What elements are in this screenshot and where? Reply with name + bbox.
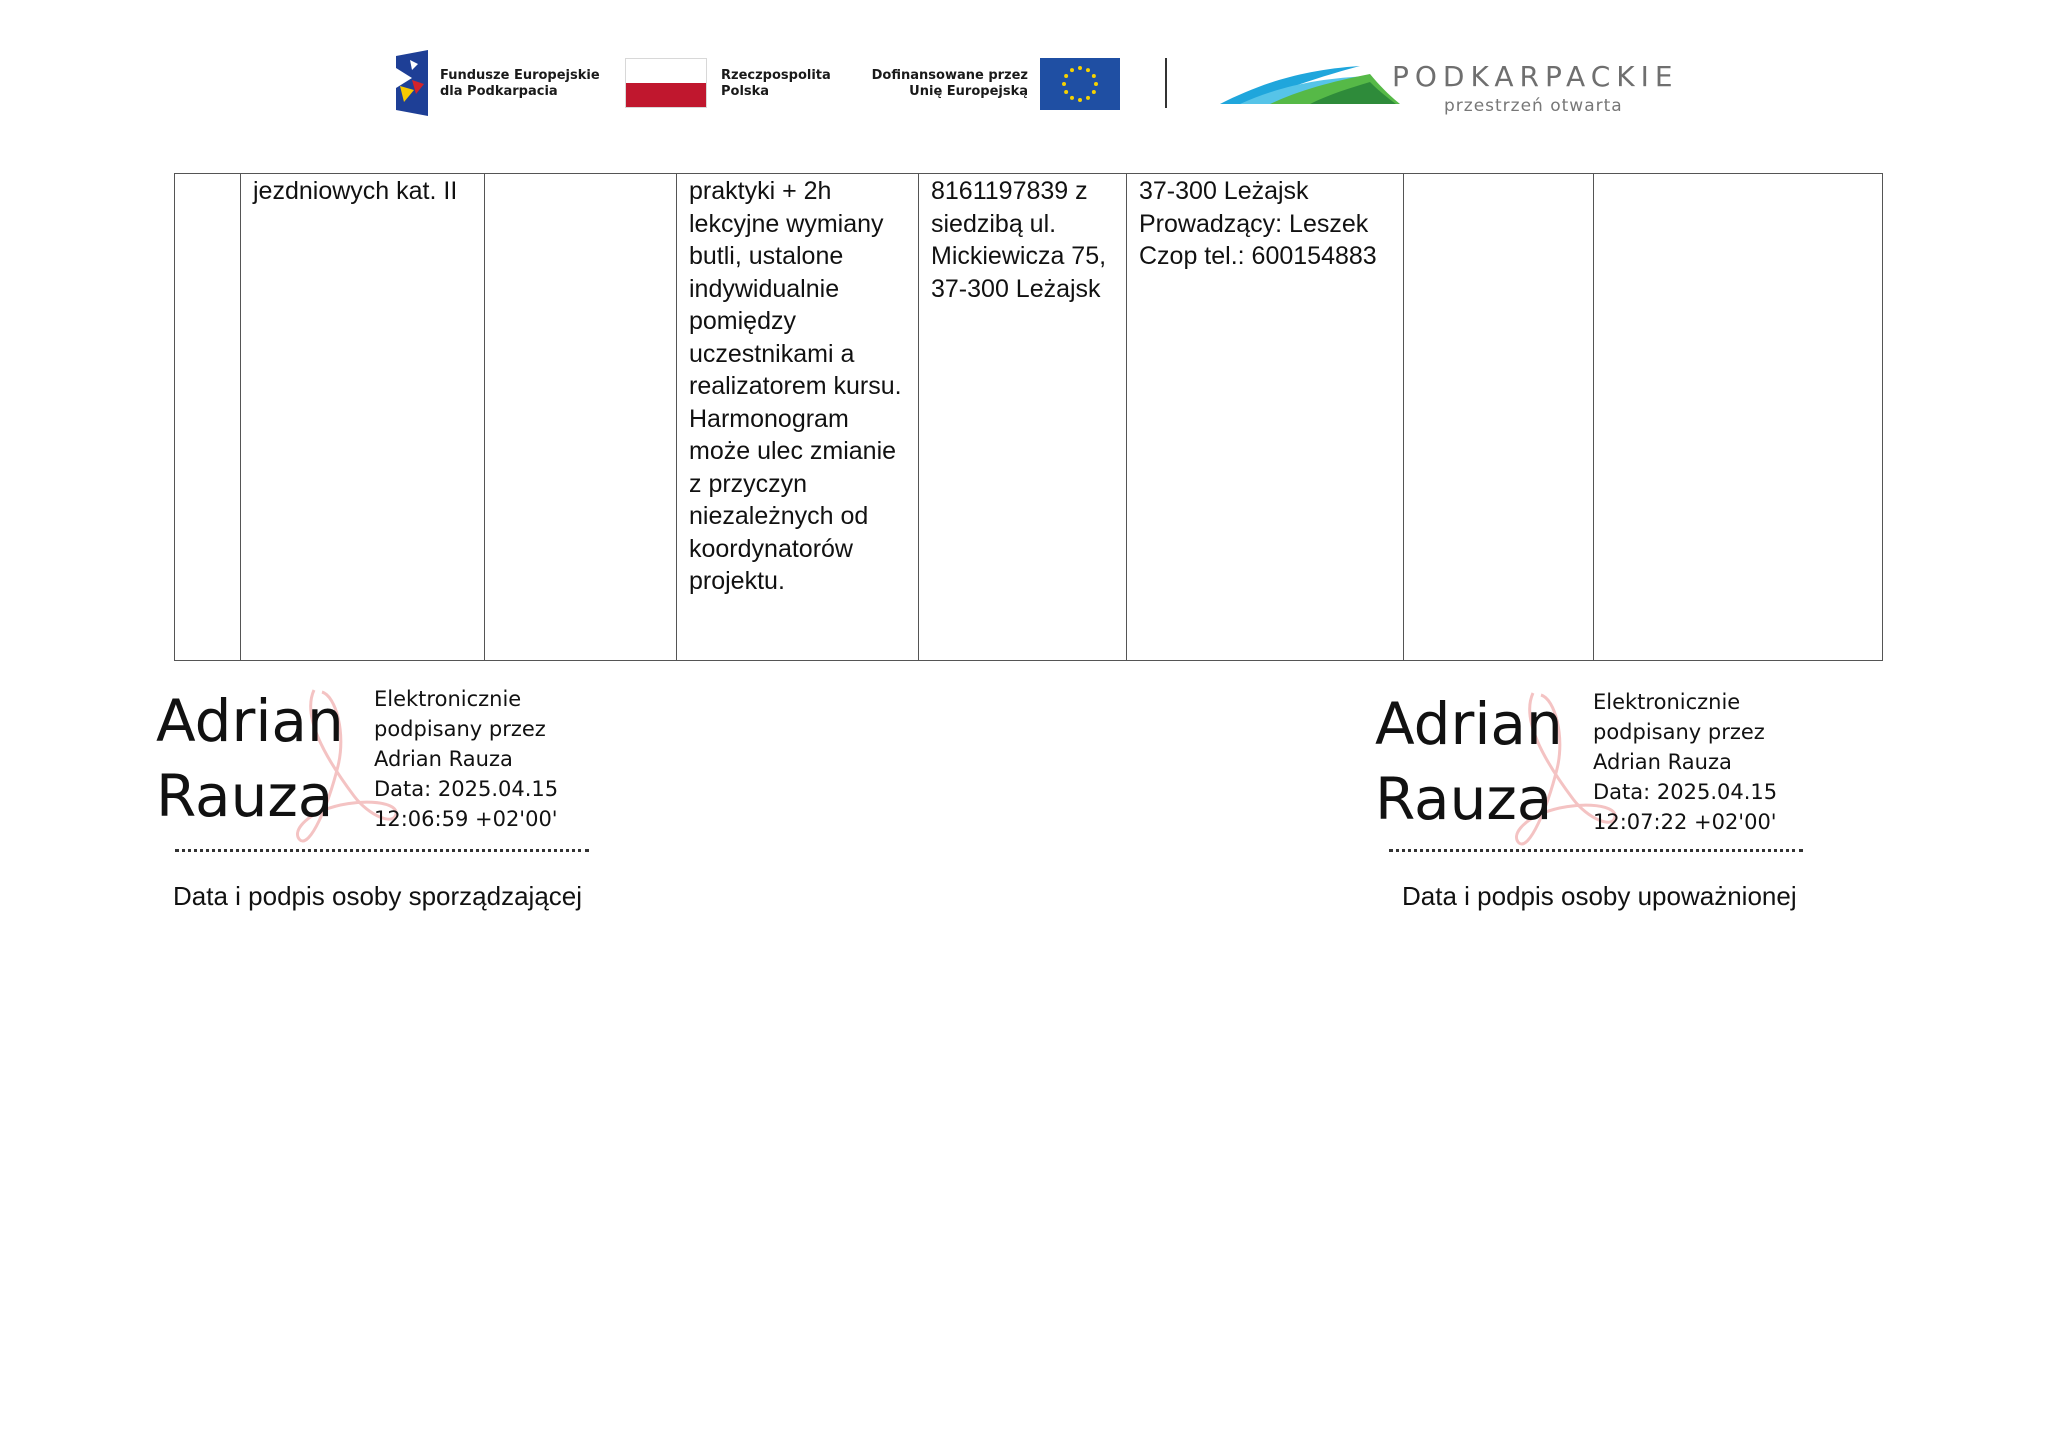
table-cell-6: 37-300 Leżajsk Prowadzący: Leszek Czop tel.: 600154883 <box>1127 174 1404 661</box>
signature-date: Data: 2025.04.15 <box>374 777 559 801</box>
polish-flag-icon <box>625 58 707 108</box>
table-cell-4: praktyki + 2h lekcyjne wymiany butli, ustalone indywidualnie pomiędzy uczestnikami a realizatorem kursu. Harmonogram może ulec zmianie z przyczyn niezależnych od koordynatorów projektu. <box>677 174 919 661</box>
eu-star-icon <box>1092 74 1096 78</box>
signature-detail-line: Adrian Rauza <box>1593 750 1732 774</box>
podkarpackie-wave-icon <box>1220 56 1400 108</box>
eu-star-icon <box>1086 96 1090 100</box>
eu-star-icon <box>1070 68 1074 72</box>
eu-flag-icon <box>1040 58 1120 110</box>
signature-name-line2: Rauza <box>156 762 334 830</box>
eu-star-icon <box>1094 82 1098 86</box>
signature-detail-line: Adrian Rauza <box>374 747 513 771</box>
signature-name-line2: Rauza <box>1375 765 1553 833</box>
caption-preparer: Data i podpis osoby sporządzającej <box>173 881 583 911</box>
rp-logo-line1: Rzeczpospolita <box>721 68 831 83</box>
signature-date: Data: 2025.04.15 <box>1593 780 1778 804</box>
signature-detail-line: Elektronicznie <box>1593 690 1741 714</box>
podkarpackie-name: PODKARPACKIE <box>1392 60 1679 93</box>
signature-dotted-line-left <box>175 849 589 852</box>
rzeczpospolita-polska-logo <box>625 58 835 110</box>
eu-star-icon <box>1062 82 1066 86</box>
signature-detail-line: podpisany przez <box>374 717 546 741</box>
eu-star-icon <box>1064 74 1068 78</box>
table-cell-3 <box>485 174 677 661</box>
fe-logo-line2: dla Podkarpacia <box>440 84 558 99</box>
eu-cofinancing-logo <box>870 58 1120 110</box>
rp-logo-line2: Polska <box>721 84 770 99</box>
signature-block-left <box>156 680 616 850</box>
eu-star-icon <box>1078 98 1082 102</box>
eu-star-icon <box>1064 90 1068 94</box>
fundusze-europejskie-logo <box>390 50 600 116</box>
signature-name-line1: Adrian <box>156 687 344 755</box>
table-cell-5: 8161197839 z siedzibą ul. Mickiewicza 75, 37-300 Leżajsk <box>919 174 1127 661</box>
signature-details <box>1593 687 1777 837</box>
table-row <box>175 174 1883 661</box>
podkarpackie-tagline: przestrzeń otwarta <box>1444 96 1623 116</box>
table-cell-7 <box>1404 174 1594 661</box>
signature-time: 12:06:59 +02'00' <box>374 807 558 831</box>
header-logo-bar <box>0 48 2048 128</box>
caption-authorized: Data i podpis osoby upoważnionej <box>1402 881 1797 911</box>
eu-star-icon <box>1070 96 1074 100</box>
signature-detail-line: Elektronicznie <box>374 687 522 711</box>
signature-time: 12:07:22 +02'00' <box>1593 810 1777 834</box>
logo-separator <box>1165 58 1167 108</box>
schedule-table <box>174 173 1883 661</box>
fe-logo-line1: Fundusze Europejskie <box>440 68 600 83</box>
table-cell-2: jezdniowych kat. II <box>241 174 485 661</box>
eu-logo-line2: Unię Europejską <box>909 84 1028 99</box>
eu-star-icon <box>1092 90 1096 94</box>
table-cell-8 <box>1594 174 1883 661</box>
signature-block-right <box>1375 683 1835 853</box>
eu-logo-line1: Dofinansowane przez <box>871 68 1028 83</box>
signature-detail-line: podpisany przez <box>1593 720 1765 744</box>
fe-logo-icon <box>390 50 434 116</box>
signature-details <box>374 684 558 834</box>
podkarpackie-logo <box>1220 56 1690 116</box>
table-cell-1 <box>175 174 241 661</box>
signature-name-line1: Adrian <box>1375 690 1563 758</box>
signature-dotted-line-right <box>1389 849 1803 852</box>
eu-star-icon <box>1078 66 1082 70</box>
eu-star-icon <box>1086 68 1090 72</box>
